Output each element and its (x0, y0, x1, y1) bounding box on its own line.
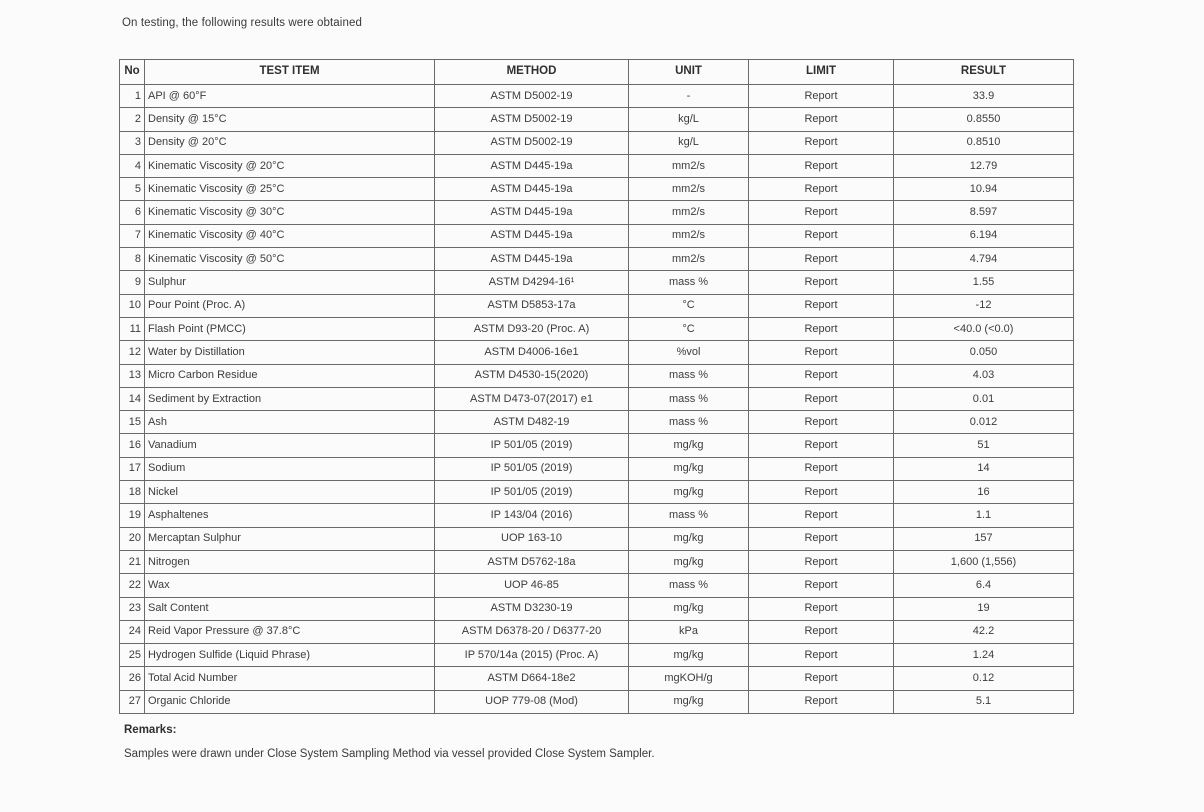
cell-result: <40.0 (<0.0) (894, 317, 1074, 340)
cell-method: ASTM D445-19a (435, 154, 629, 177)
cell-limit: Report (749, 294, 894, 317)
cell-method: ASTM D4006-16e1 (435, 341, 629, 364)
cell-method: ASTM D3230-19 (435, 597, 629, 620)
cell-no: 22 (120, 574, 145, 597)
cell-result: 33.9 (894, 85, 1074, 108)
cell-test-item: Wax (145, 574, 435, 597)
cell-unit: mass % (629, 411, 749, 434)
cell-test-item: Kinematic Viscosity @ 50°C (145, 248, 435, 271)
cell-limit: Report (749, 574, 894, 597)
table-row (120, 224, 1074, 247)
cell-unit: mm2/s (629, 154, 749, 177)
header-test-item: TEST ITEM (145, 60, 435, 85)
header-result: RESULT (894, 60, 1074, 85)
table-row (120, 457, 1074, 480)
cell-limit: Report (749, 550, 894, 573)
cell-limit: Report (749, 620, 894, 643)
cell-unit: mg/kg (629, 434, 749, 457)
cell-method: ASTM D482-19 (435, 411, 629, 434)
remarks-title: Remarks: (124, 724, 177, 736)
cell-no: 6 (120, 201, 145, 224)
cell-limit: Report (749, 317, 894, 340)
cell-unit: mg/kg (629, 457, 749, 480)
header-method: METHOD (435, 60, 629, 85)
cell-method: ASTM D5002-19 (435, 131, 629, 154)
cell-method: IP 570/14a (2015) (Proc. A) (435, 644, 629, 667)
cell-test-item: Water by Distillation (145, 341, 435, 364)
cell-result: -12 (894, 294, 1074, 317)
table-row (120, 294, 1074, 317)
table-row (120, 481, 1074, 504)
cell-unit: kg/L (629, 131, 749, 154)
cell-no: 23 (120, 597, 145, 620)
table-row (120, 504, 1074, 527)
cell-no: 20 (120, 527, 145, 550)
cell-no: 18 (120, 481, 145, 504)
table-row (120, 248, 1074, 271)
cell-result: 6.194 (894, 224, 1074, 247)
cell-method: ASTM D445-19a (435, 178, 629, 201)
cell-no: 13 (120, 364, 145, 387)
cell-no: 12 (120, 341, 145, 364)
cell-test-item: Asphaltenes (145, 504, 435, 527)
cell-unit: mg/kg (629, 550, 749, 573)
cell-limit: Report (749, 341, 894, 364)
cell-test-item: Density @ 20°C (145, 131, 435, 154)
cell-test-item: Flash Point (PMCC) (145, 317, 435, 340)
cell-unit: mg/kg (629, 690, 749, 713)
cell-test-item: Nitrogen (145, 550, 435, 573)
cell-result: 51 (894, 434, 1074, 457)
cell-unit: kPa (629, 620, 749, 643)
cell-no: 15 (120, 411, 145, 434)
cell-test-item: Hydrogen Sulfide (Liquid Phrase) (145, 644, 435, 667)
cell-test-item: Pour Point (Proc. A) (145, 294, 435, 317)
cell-no: 14 (120, 387, 145, 410)
cell-unit: mass % (629, 574, 749, 597)
cell-result: 5.1 (894, 690, 1074, 713)
cell-unit: mass % (629, 271, 749, 294)
table-row (120, 108, 1074, 131)
cell-result: 16 (894, 481, 1074, 504)
table-row (120, 201, 1074, 224)
table-row (120, 434, 1074, 457)
cell-result: 0.012 (894, 411, 1074, 434)
cell-no: 1 (120, 85, 145, 108)
table-row (120, 574, 1074, 597)
cell-result: 10.94 (894, 178, 1074, 201)
cell-no: 3 (120, 131, 145, 154)
table-row (120, 317, 1074, 340)
cell-result: 1,600 (1,556) (894, 550, 1074, 573)
cell-limit: Report (749, 224, 894, 247)
cell-no: 19 (120, 504, 145, 527)
cell-unit: mm2/s (629, 248, 749, 271)
cell-unit: mass % (629, 364, 749, 387)
cell-test-item: Micro Carbon Residue (145, 364, 435, 387)
cell-result: 12.79 (894, 154, 1074, 177)
table-row (120, 411, 1074, 434)
cell-limit: Report (749, 271, 894, 294)
cell-unit: mm2/s (629, 201, 749, 224)
table-row (120, 550, 1074, 573)
cell-limit: Report (749, 434, 894, 457)
table-row (120, 597, 1074, 620)
cell-limit: Report (749, 411, 894, 434)
cell-no: 11 (120, 317, 145, 340)
cell-unit: °C (629, 317, 749, 340)
cell-no: 21 (120, 550, 145, 573)
cell-result: 6.4 (894, 574, 1074, 597)
cell-result: 8.597 (894, 201, 1074, 224)
cell-method: UOP 779-08 (Mod) (435, 690, 629, 713)
cell-result: 1.24 (894, 644, 1074, 667)
table-row (120, 178, 1074, 201)
cell-test-item: Vanadium (145, 434, 435, 457)
cell-unit: %vol (629, 341, 749, 364)
cell-no: 16 (120, 434, 145, 457)
cell-method: IP 501/05 (2019) (435, 481, 629, 504)
cell-result: 19 (894, 597, 1074, 620)
header-unit: UNIT (629, 60, 749, 85)
remarks-text: Samples were drawn under Close System Sampling Method via vessel provided Close System Sampler. (124, 748, 655, 760)
cell-test-item: API @ 60°F (145, 85, 435, 108)
intro-text: On testing, the following results were obtained (122, 17, 362, 29)
cell-method: ASTM D445-19a (435, 224, 629, 247)
cell-no: 5 (120, 178, 145, 201)
cell-no: 10 (120, 294, 145, 317)
cell-method: IP 143/04 (2016) (435, 504, 629, 527)
header-no: No (120, 60, 145, 85)
cell-result: 4.794 (894, 248, 1074, 271)
cell-result: 1.1 (894, 504, 1074, 527)
cell-no: 17 (120, 457, 145, 480)
cell-test-item: Kinematic Viscosity @ 25°C (145, 178, 435, 201)
cell-test-item: Sulphur (145, 271, 435, 294)
cell-limit: Report (749, 201, 894, 224)
cell-no: 24 (120, 620, 145, 643)
cell-result: 1.55 (894, 271, 1074, 294)
cell-limit: Report (749, 387, 894, 410)
cell-test-item: Ash (145, 411, 435, 434)
table-row (120, 527, 1074, 550)
cell-method: ASTM D5002-19 (435, 85, 629, 108)
cell-unit: - (629, 85, 749, 108)
cell-method: ASTM D445-19a (435, 248, 629, 271)
cell-no: 4 (120, 154, 145, 177)
cell-unit: mm2/s (629, 178, 749, 201)
table-row (120, 341, 1074, 364)
results-table (119, 59, 1074, 714)
cell-limit: Report (749, 154, 894, 177)
cell-no: 9 (120, 271, 145, 294)
cell-method: ASTM D93-20 (Proc. A) (435, 317, 629, 340)
cell-test-item: Sodium (145, 457, 435, 480)
cell-method: UOP 163-10 (435, 527, 629, 550)
cell-limit: Report (749, 248, 894, 271)
cell-limit: Report (749, 504, 894, 527)
cell-limit: Report (749, 131, 894, 154)
cell-result: 14 (894, 457, 1074, 480)
table-row (120, 620, 1074, 643)
cell-result: 157 (894, 527, 1074, 550)
cell-unit: mgKOH/g (629, 667, 749, 690)
cell-method: IP 501/05 (2019) (435, 434, 629, 457)
results-body (120, 85, 1074, 714)
table-row (120, 154, 1074, 177)
cell-test-item: Total Acid Number (145, 667, 435, 690)
cell-unit: mg/kg (629, 481, 749, 504)
cell-unit: mass % (629, 504, 749, 527)
cell-no: 25 (120, 644, 145, 667)
cell-result: 0.8550 (894, 108, 1074, 131)
cell-method: IP 501/05 (2019) (435, 457, 629, 480)
cell-method: ASTM D5853-17a (435, 294, 629, 317)
cell-method: ASTM D5762-18a (435, 550, 629, 573)
cell-test-item: Density @ 15°C (145, 108, 435, 131)
cell-method: ASTM D473-07(2017) e1 (435, 387, 629, 410)
cell-unit: mg/kg (629, 597, 749, 620)
cell-result: 0.8510 (894, 131, 1074, 154)
cell-unit: kg/L (629, 108, 749, 131)
table-row (120, 131, 1074, 154)
cell-method: ASTM D6378-20 / D6377-20 (435, 620, 629, 643)
cell-test-item: Nickel (145, 481, 435, 504)
cell-result: 0.12 (894, 667, 1074, 690)
cell-no: 27 (120, 690, 145, 713)
cell-unit: mass % (629, 387, 749, 410)
cell-test-item: Kinematic Viscosity @ 20°C (145, 154, 435, 177)
cell-limit: Report (749, 690, 894, 713)
cell-method: UOP 46-85 (435, 574, 629, 597)
table-row (120, 667, 1074, 690)
cell-result: 42.2 (894, 620, 1074, 643)
cell-test-item: Kinematic Viscosity @ 40°C (145, 224, 435, 247)
cell-test-item: Kinematic Viscosity @ 30°C (145, 201, 435, 224)
cell-no: 26 (120, 667, 145, 690)
cell-test-item: Salt Content (145, 597, 435, 620)
table-row (120, 690, 1074, 713)
header-limit: LIMIT (749, 60, 894, 85)
cell-no: 2 (120, 108, 145, 131)
cell-method: ASTM D4530-15(2020) (435, 364, 629, 387)
cell-test-item: Sediment by Extraction (145, 387, 435, 410)
cell-limit: Report (749, 644, 894, 667)
table-row (120, 364, 1074, 387)
cell-test-item: Organic Chloride (145, 690, 435, 713)
cell-result: 0.01 (894, 387, 1074, 410)
cell-method: ASTM D5002-19 (435, 108, 629, 131)
cell-limit: Report (749, 85, 894, 108)
cell-no: 7 (120, 224, 145, 247)
cell-limit: Report (749, 597, 894, 620)
table-row (120, 271, 1074, 294)
table-row (120, 85, 1074, 108)
cell-result: 0.050 (894, 341, 1074, 364)
header-row (120, 60, 1074, 85)
cell-unit: mg/kg (629, 644, 749, 667)
cell-limit: Report (749, 364, 894, 387)
cell-method: ASTM D445-19a (435, 201, 629, 224)
cell-limit: Report (749, 527, 894, 550)
cell-test-item: Mercaptan Sulphur (145, 527, 435, 550)
cell-unit: °C (629, 294, 749, 317)
cell-limit: Report (749, 178, 894, 201)
cell-limit: Report (749, 457, 894, 480)
table-row (120, 387, 1074, 410)
cell-method: ASTM D664-18e2 (435, 667, 629, 690)
cell-result: 4.03 (894, 364, 1074, 387)
cell-limit: Report (749, 481, 894, 504)
cell-unit: mg/kg (629, 527, 749, 550)
table-row (120, 644, 1074, 667)
cell-test-item: Reid Vapor Pressure @ 37.8°C (145, 620, 435, 643)
cell-no: 8 (120, 248, 145, 271)
cell-unit: mm2/s (629, 224, 749, 247)
cell-limit: Report (749, 667, 894, 690)
cell-method: ASTM D4294-16¹ (435, 271, 629, 294)
cell-limit: Report (749, 108, 894, 131)
